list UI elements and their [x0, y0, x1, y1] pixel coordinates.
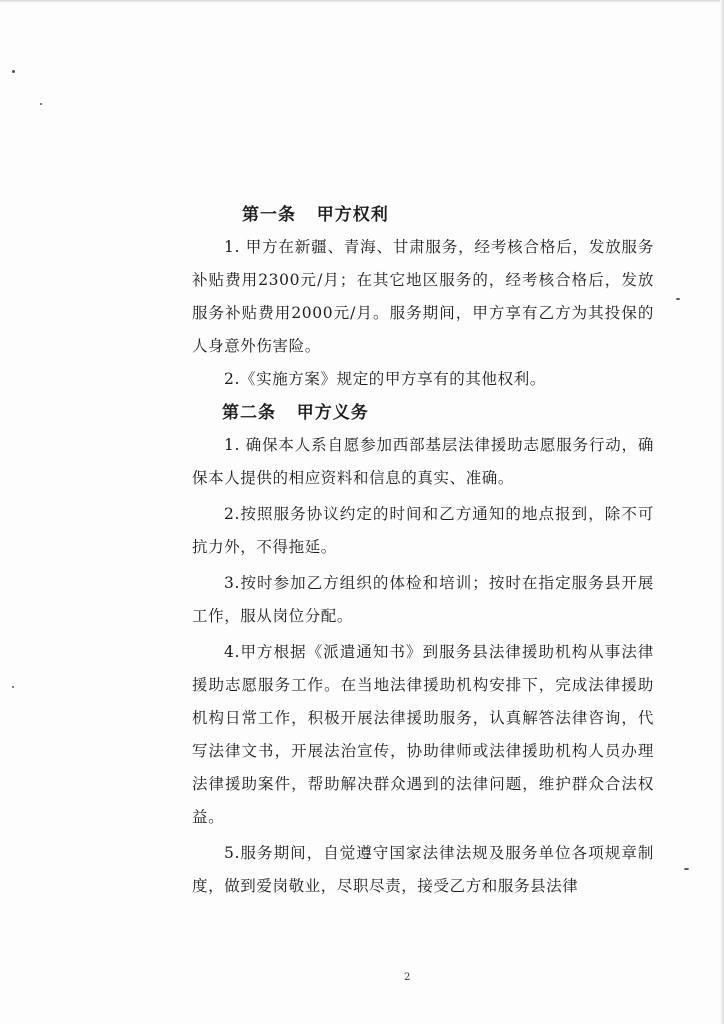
- article2-item-4: 4.甲方根据《派遣通知书》到服务县法律援助机构从事法律援助志愿服务工作。在当地法律援助机构安排下，完成法律援助机构日常工作，积极开展法律援助服务，认真解答法律咨询，代写法律文书，开展法治宣传，协助律师或法律援助机构人员办理法律援助案件，帮助解决群众遇到的法律问题，维护群众合法权益。: [192, 643, 654, 826]
- article2-item-1: 1. 确保本人系自愿参加西部基层法律援助志愿服务行动，确保本人提供的相应资料和信息的真实、准确。: [192, 436, 654, 487]
- scan-speck: [684, 868, 689, 870]
- article1-item-2: 2.《实施方案》规定的甲方享有的其他权利。: [224, 370, 546, 388]
- scan-speck: [40, 103, 42, 105]
- document-body: [192, 200, 654, 903]
- article2-item-5: 5.服务期间，自觉遵守国家法律法规及服务单位各项规章制度，做到爱岗敬业，尽职尽责，接受乙方和服务县法律: [192, 844, 654, 895]
- article2-item-2: 2.按照服务协议约定的时间和乙方通知的地点报到，除不可抗力外，不得拖延。: [192, 505, 654, 556]
- article1-item-1: 1. 甲方在新疆、青海、甘肃服务，经考核合格后，发放服务补贴费用2300元/月；在其它地区服务的，经考核合格后，发放服务补贴费用2000元/月。服务期间，甲方享有乙方为其投保的人身意外伤害险。: [192, 238, 654, 355]
- scan-edge-top: [0, 0, 724, 3]
- scan-edge-right: [720, 0, 724, 1024]
- article2-heading: 第二条 甲方义务: [222, 403, 369, 423]
- article1-heading: 第一条 甲方权利: [242, 205, 389, 225]
- scan-speck: [12, 70, 15, 73]
- article2-item-3: 3.按时参加乙方组织的体检和培训；按时在指定服务县开展工作，服从岗位分配。: [192, 574, 654, 625]
- page-number: 2: [404, 972, 411, 983]
- scan-speck: [676, 298, 680, 300]
- scan-speck: [12, 686, 14, 688]
